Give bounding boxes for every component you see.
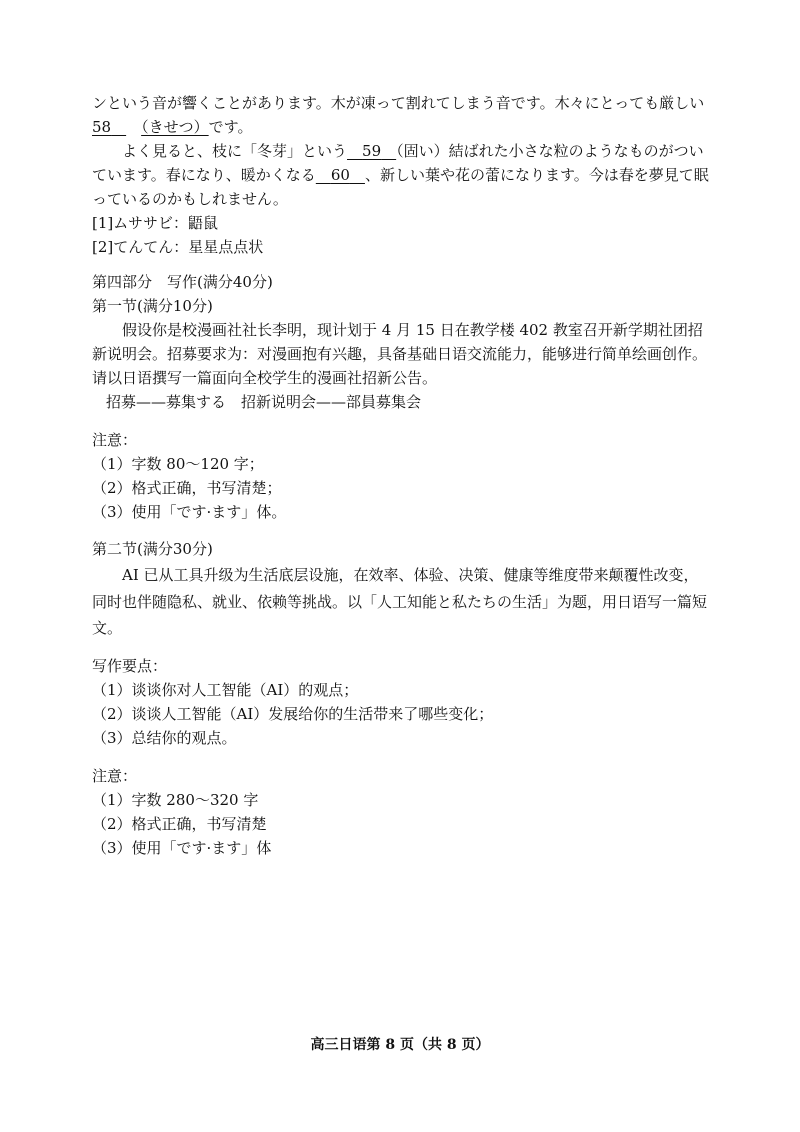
part4-heading: 第四部分 写作(满分40分) <box>92 273 273 291</box>
section2-notes-heading: 注意： <box>92 767 138 785</box>
section1-body-2: 新说明会。招募要求为：对漫画抱有兴趣，具备基础日语交流能力，能够进行简单绘画创作。 <box>92 345 708 363</box>
blank-58-hint: （きせつ） <box>141 118 209 136</box>
passage-line-1: ンという音が響くことがあります。木が凍って割れてしまう音です。木々にとっても厳しい <box>92 94 705 112</box>
section2-note: （3）使用「です·ます」体 <box>92 839 272 857</box>
section2-body-2: 同时也伴随隐私、就业、依赖等挑战。以「人工知能と私たちの生活」为题，用日语写一篇短 <box>92 593 708 611</box>
section1-body-3: 请以日语撰写一篇面向全校学生的漫画社招新公告。 <box>92 369 438 387</box>
section2-body-1: AI 已从工具升级为生活底层设施，在效率、体验、决策、健康等维度带来颠覆性改变， <box>122 566 699 584</box>
section1-notes-heading: 注意： <box>92 431 138 449</box>
blank-60: 60 <box>330 166 350 184</box>
section2-point: （2）谈谈人工智能（AI）发展给你的生活带来了哪些变化； <box>92 705 494 723</box>
section1-note: （1）字数 80～120 字； <box>92 455 264 473</box>
section2-point: （1）谈谈你对人工智能（AI）的观点； <box>92 681 359 699</box>
page-footer: 高三日语第 8 页（共 8 页） <box>310 1037 490 1053</box>
section1-note: （2）格式正确，书写清楚； <box>92 479 282 497</box>
section2-note: （1）字数 280～320 字 <box>92 791 259 809</box>
section2-note: （2）格式正确，书写清楚 <box>92 815 267 833</box>
section1-heading: 第一节(满分10分) <box>92 297 213 315</box>
blank-58: 58 <box>92 118 112 136</box>
passage-line-2: 58 （きせつ）です。 <box>92 118 253 136</box>
section1-note: （3）使用「です·ます」体。 <box>92 503 287 521</box>
section2-heading: 第二节(满分30分) <box>92 540 213 558</box>
blank-59: 59 <box>362 142 382 160</box>
section1-body-1: 假设你是校漫画社社长李明，现计划于 4 月 15 日在教学楼 402 教室召开新学期社团招 <box>122 321 703 339</box>
section2-point: （3）总结你的观点。 <box>92 729 237 747</box>
passage-line-4: ています。春になり、暖かくなる 60 、新しい葉や花の蕾になります。今は春を夢見て眠 <box>92 166 709 184</box>
passage-line-5: っているのかもしれません。 <box>92 190 288 208</box>
section2-body-3: 文。 <box>92 619 123 637</box>
section2-points-heading: 写作要点： <box>92 657 168 675</box>
footnote-2: [2]てんてん：星星点点状 <box>92 238 264 256</box>
section1-vocab: 招募——募集する 招新说明会——部員募集会 <box>106 393 422 411</box>
footnote-1: [1]ムササビ：鼯鼠 <box>92 214 218 232</box>
passage-line-3: よく見ると、枝に「冬芽」という 59 （固い）結ばれた小さな粒のようなものがつい <box>122 142 704 160</box>
